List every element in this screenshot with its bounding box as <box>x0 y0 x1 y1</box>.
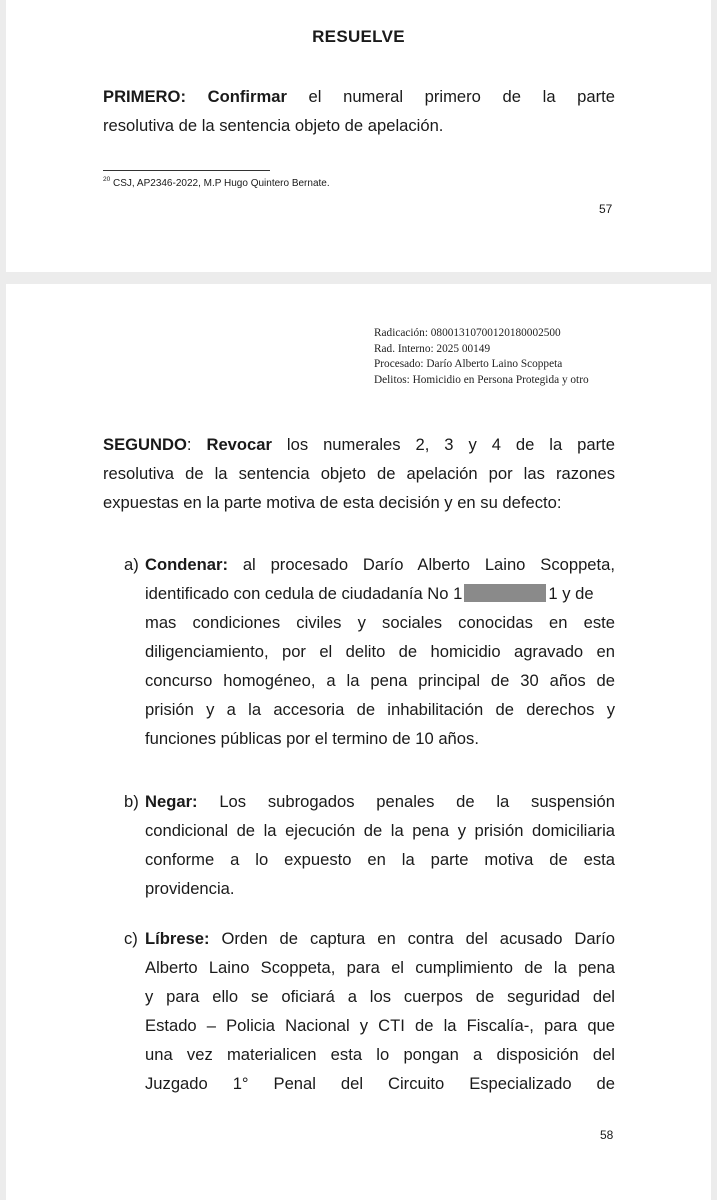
footnote <box>103 178 330 189</box>
item-b <box>145 787 615 903</box>
footnote-separator <box>103 170 270 171</box>
document-page-58 <box>6 284 711 1200</box>
primero-verb: Confirmar <box>207 87 287 106</box>
item-c-line-2: Alberto Laino Scoppeta, para el cumplimiento de la pena <box>145 958 615 977</box>
item-a-verb: Condenar: <box>145 555 228 574</box>
item-c-line-3: y para ello se oficiará a los cuerpos de seguridad del <box>145 987 615 1006</box>
primero-text-1: el numeral primero de la parte <box>308 87 615 106</box>
footnote-number: 20 <box>103 176 111 183</box>
item-a-line-7: funciones públicas por el termino de 10 años. <box>145 729 479 748</box>
document-page-57 <box>6 0 711 272</box>
item-b-line-1: Negar: Los subrogados penales de la suspensión <box>145 792 615 811</box>
header-delitos: Delitos: Homicidio en Persona Protegida y otro <box>374 373 589 386</box>
segundo-verb: Revocar <box>206 435 272 454</box>
header-rad-interno: Rad. Interno: 2025 00149 <box>374 342 491 355</box>
item-a-line-6: prisión y a la accesoria de inhabilitación de derechos y <box>145 700 615 719</box>
segundo-label: SEGUNDO <box>103 435 187 454</box>
item-b-line-3: conforme a lo expuesto en la parte motiva de esta <box>145 850 615 869</box>
item-c <box>145 924 615 1098</box>
resolution-segundo <box>103 430 615 517</box>
item-a-line-4: diligenciamiento, por el delito de homicidio agravado en <box>145 642 615 661</box>
item-b-line-4: providencia. <box>145 879 235 898</box>
case-header <box>374 326 589 388</box>
header-procesado: Procesado: Darío Alberto Laino Scoppeta <box>374 358 563 370</box>
item-c-line-1: Líbrese: Orden de captura en contra del acusado Darío <box>145 929 615 948</box>
header-radicacion: Radicación: 08001310700120180002500 <box>374 327 561 339</box>
item-a-marker: a) <box>124 555 139 574</box>
item-b-line-2: condicional de la ejecución de la pena y prisión domiciliaria <box>145 821 615 840</box>
item-b-verb: Negar: <box>145 792 198 811</box>
segundo-text-2: resolutiva de la sentencia objeto de apelación por las razones <box>103 464 615 483</box>
primero-label: PRIMERO: <box>103 87 186 106</box>
item-a-line-2: identificado con cedula de ciudadanía No 1 1 y de <box>145 584 594 603</box>
item-c-line-5: una vez materialicen esta lo pongan a disposición del <box>145 1045 615 1064</box>
segundo-text-3: expuestas en la parte motiva de esta decisión y en su defecto: <box>103 493 562 512</box>
page-number: 58 <box>600 1128 614 1142</box>
item-c-line-4: Estado – Policia Nacional y CTI de la Fiscalía-, para que <box>145 1016 615 1035</box>
redacted-id-number <box>464 584 546 602</box>
item-a-line-5: concurso homogéneo, a la pena principal de 30 años de <box>145 671 615 690</box>
resolution-primero <box>103 82 615 140</box>
item-a-line-1: Condenar: al procesado Darío Alberto Laino Scoppeta, <box>145 555 615 574</box>
segundo-colon: : <box>186 435 207 454</box>
page-number: 57 <box>599 202 613 216</box>
item-c-line-6: Juzgado 1° Penal del Circuito Especializado de <box>145 1074 615 1093</box>
item-a-line-3: mas condiciones civiles y sociales conocidas en este <box>145 613 615 632</box>
item-a <box>145 550 615 753</box>
item-c-marker: c) <box>124 929 138 948</box>
footnote-text: CSJ, AP2346-2022, M.P Hugo Quintero Bernate. <box>113 178 330 189</box>
primero-text-2: resolutiva de la sentencia objeto de apelación. <box>103 116 444 135</box>
item-b-marker: b) <box>124 792 139 811</box>
primero-line-1 <box>103 82 615 111</box>
item-c-verb: Líbrese: <box>145 929 210 948</box>
segundo-text-1: los numerales 2, 3 y 4 de la parte <box>286 435 615 454</box>
segundo-line-1 <box>103 430 615 459</box>
section-title: RESUELVE <box>312 27 405 46</box>
